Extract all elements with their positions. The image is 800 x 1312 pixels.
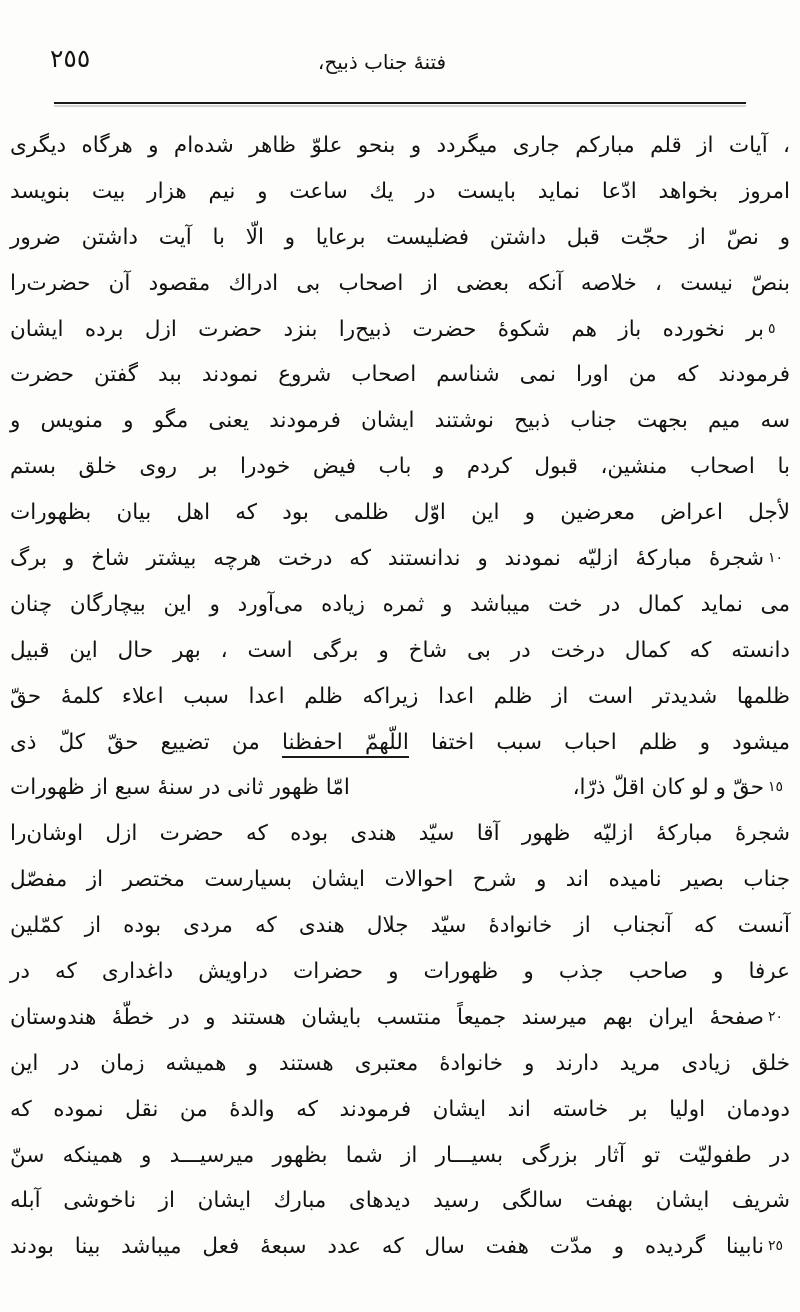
text-line: آنست كه آنجناب از خانوادهٔ سیّد جلال هندی كه مردی بوده از كمّلین: [10, 913, 790, 939]
header-divider: [54, 102, 746, 104]
section-start-text: امّا ظهور ثانی در سنهٔ سبع از ظهورات: [10, 775, 350, 801]
text-line: با اصحاب منشین، قبول كردم و باب فیض خودرا بر روی خلق بستم: [10, 454, 790, 480]
margin-line-number: ١٠: [768, 550, 784, 567]
underlined-text-segment: اللّهمّ احفظنا: [282, 730, 409, 758]
text-line: بنصّ نیست ، خلاصه آنكه بعضی از اصحاب بی ادراك مقصود آن حضرت‌را: [10, 270, 790, 296]
text-line: سه میم بجهت جناب ذبیح نوشتند ایشان فرمودند یعنی مگو و منویس و: [10, 408, 790, 434]
text-line: شریف ایشان بهفت سالگی رسید دیدهای مبارك ایشان از ناخوشی آبله: [10, 1188, 790, 1214]
text-line: عرفا و صاحب جذب و ظهورات و حضرات دراویش داغداری كه در: [10, 959, 790, 985]
text-line-content: صفحهٔ ایران بهم میرسند جمیعاً منتسب بایشان هستند و در خطّهٔ هندوستان: [10, 1004, 764, 1030]
text-line: فرمودند كه من اورا نمی شناسم اصحاب شروع نمودند ببد گفتن حضرت: [10, 362, 790, 388]
text-line-section-break: [10, 765, 790, 811]
text-line: ظلمها شدیدتر است از ظلم اعدا زیراكه ظلم اعدا سبب اعلاء كلمهٔ حقّ: [10, 683, 790, 709]
margin-line-number: ٢٠: [768, 1008, 784, 1025]
text-line: در طفولیّت تو آثار بزرگی بسیـــار از شما بظهور میرسیـــد و همینكه سنّ: [10, 1142, 790, 1168]
text-segment: من تضییع حقّ كلّ ذی: [10, 729, 260, 755]
page-number: ٢٥٥: [50, 44, 91, 73]
text-line: خلق زیادی مرید دارند و خانوادهٔ معتبری هستند و همیشه زمان در این: [10, 1050, 790, 1076]
margin-line-number: ٥: [768, 320, 776, 337]
text-line: [10, 1224, 790, 1270]
text-line: می نماید كمال در خت میباشد و ثمره زیاده می‌آورد و این بیچارگان چنان: [10, 591, 790, 617]
text-line: شجرهٔ مباركهٔ ازلیّه ظهور آقا سیّد هندی بوده كه حضرت ازل اوشان‌را: [10, 821, 790, 847]
text-line: [10, 995, 790, 1041]
text-line-content: بر نخورده باز هم شكوهٔ حضرت ذبیح‌را بنزد حضرت ازل برده ایشان: [10, 316, 764, 342]
text-line-content: شجرهٔ مباركهٔ ازلیّه نمودند و ندانستند كه درخت هرچه بیشتر شاخ و برگ: [10, 546, 764, 572]
text-segment: میشود و ظلم احباب سبب اختفا: [431, 729, 791, 755]
text-line: [10, 307, 790, 353]
text-line: امروز بخواهد ادّعا نماید بایست در یك ساعت و نیم هزار بیت بنویسد: [10, 178, 790, 204]
text-line: جناب بصیر نامیده اند و شرح احوالات ایشان بسیارست مختصر از مفصّل: [10, 867, 790, 893]
text-line: لأجل اعراض معرضین و این اوّل ظلمی بود كه اهل بیان بظهورات: [10, 500, 790, 526]
margin-line-number: ١٥: [768, 779, 784, 796]
text-line-with-underline: [10, 720, 790, 766]
text-line: دانسته كه كمال درخت در بی شاخ و برگی است ، بهر حال این قبیل: [10, 637, 790, 663]
text-line: ، آیات از قلم مباركم جاری میگردد و بنحو علوّ ظاهر شده‌ام و هرگاه دیگری: [10, 133, 790, 158]
text-line-content: نابینا گردیده و مدّت هفت سال كه عدد سبعهٔ فعل میباشد بینا بودند: [10, 1234, 764, 1260]
section-end-text: حقّ و لو كان اقلّ ذرّا،: [572, 775, 764, 801]
margin-line-number: ٢٥: [768, 1238, 784, 1255]
text-line: [10, 536, 790, 582]
text-line: و نصّ از حجّت قبل داشتن فضلیست برعایا و الّا با آیت داشتن ضرور: [10, 224, 790, 250]
text-line: دودمان اولیا بر خاسته اند ایشان فرمودند كه والدهٔ من نقل نموده كه: [10, 1096, 790, 1122]
page-title: فتنهٔ جناب ذبیح،: [317, 50, 447, 74]
body-text-block: [10, 123, 790, 1270]
